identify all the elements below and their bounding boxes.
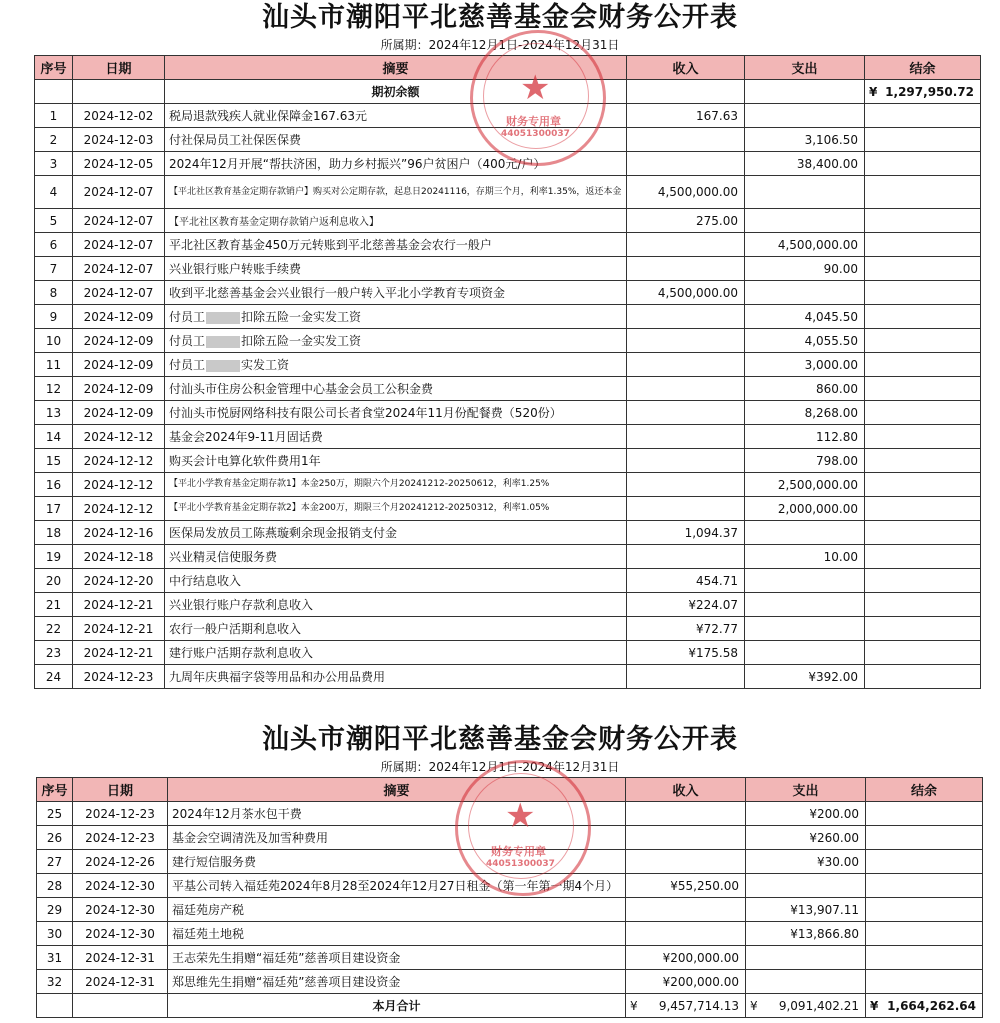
opening-label: 期初余额 bbox=[165, 80, 627, 104]
row-description: 基金会2024年9-11月固话费 bbox=[165, 425, 627, 449]
table-row bbox=[35, 281, 981, 305]
page-title-1: 汕头市潮阳平北慈善基金会财务公开表 bbox=[262, 2, 738, 33]
row-number: 5 bbox=[35, 209, 73, 233]
row-expense: ¥13,866.80 bbox=[746, 922, 866, 946]
row-description: 平基公司转入福廷苑2024年8月28至2024年12月27日租金（第一年第一期4个月） bbox=[168, 874, 626, 898]
row-income bbox=[627, 545, 745, 569]
row-date: 2024-12-31 bbox=[73, 946, 168, 970]
row-date: 2024-12-07 bbox=[73, 209, 165, 233]
table-row bbox=[37, 802, 983, 826]
row-balance bbox=[866, 826, 983, 850]
row-description: 福廷苑房产税 bbox=[168, 898, 626, 922]
row-number: 12 bbox=[35, 377, 73, 401]
row-date: 2024-12-26 bbox=[73, 850, 168, 874]
stamp-star-icon: ★ bbox=[520, 68, 551, 108]
row-description: 郑思维先生捐赠“福廷苑”慈善项目建设资金 bbox=[168, 970, 626, 994]
opening-balance-row bbox=[35, 80, 981, 104]
total-expense: ¥ 9,091,402.21 bbox=[746, 994, 866, 1018]
opening-balance: ¥ 1,297,950.72 bbox=[865, 80, 981, 104]
header-desc: 摘要 bbox=[165, 56, 627, 80]
row-balance bbox=[865, 104, 981, 128]
total-label: 本月合计 bbox=[168, 994, 626, 1018]
row-date: 2024-12-21 bbox=[73, 617, 165, 641]
row-balance bbox=[866, 850, 983, 874]
total-row bbox=[37, 994, 983, 1018]
row-balance bbox=[865, 641, 981, 665]
redacted-name bbox=[206, 360, 240, 372]
table-row bbox=[35, 377, 981, 401]
row-balance bbox=[865, 128, 981, 152]
row-income bbox=[627, 497, 745, 521]
table-row bbox=[35, 641, 981, 665]
row-expense bbox=[745, 593, 865, 617]
redacted-name bbox=[206, 336, 240, 348]
row-income bbox=[627, 128, 745, 152]
header-balance: 结余 bbox=[866, 778, 983, 802]
row-income: ¥200,000.00 bbox=[626, 946, 746, 970]
row-balance bbox=[866, 970, 983, 994]
row-expense: ¥260.00 bbox=[746, 826, 866, 850]
row-expense: 8,268.00 bbox=[745, 401, 865, 425]
row-balance bbox=[866, 898, 983, 922]
row-income bbox=[626, 898, 746, 922]
row-description: 九周年庆典福字袋等用品和办公用品费用 bbox=[165, 665, 627, 689]
row-description: 基金会空调清洗及加雪种费用 bbox=[168, 826, 626, 850]
row-number: 11 bbox=[35, 353, 73, 377]
row-date: 2024-12-09 bbox=[73, 401, 165, 425]
stamp-label: 财务专用章 bbox=[491, 845, 546, 858]
row-description: 平北社区教育基金450万元转账到平北慈善基金会农行一般户 bbox=[165, 233, 627, 257]
finance-table-1 bbox=[34, 55, 981, 689]
stamp-code: 44051300037 bbox=[501, 129, 570, 139]
row-date: 2024-12-09 bbox=[73, 329, 165, 353]
row-balance bbox=[866, 946, 983, 970]
row-balance bbox=[865, 593, 981, 617]
row-expense bbox=[745, 104, 865, 128]
table-row bbox=[35, 497, 981, 521]
redacted-name bbox=[206, 312, 240, 324]
row-balance bbox=[865, 152, 981, 176]
row-balance bbox=[865, 176, 981, 209]
row-number: 2 bbox=[35, 128, 73, 152]
header-expense: 支出 bbox=[746, 778, 866, 802]
row-balance bbox=[865, 233, 981, 257]
row-income: 4,500,000.00 bbox=[627, 176, 745, 209]
row-number: 27 bbox=[37, 850, 73, 874]
row-expense bbox=[745, 641, 865, 665]
row-expense bbox=[746, 946, 866, 970]
row-date: 2024-12-07 bbox=[73, 233, 165, 257]
table-row bbox=[35, 104, 981, 128]
table-row bbox=[35, 521, 981, 545]
header-expense: 支出 bbox=[745, 56, 865, 80]
row-description: 【平北社区教育基金定期存款销户】购买对公定期存款，起息日20241116，存期三个月，利率1.35%，返还本金 bbox=[165, 176, 627, 209]
row-income bbox=[627, 377, 745, 401]
row-number: 25 bbox=[37, 802, 73, 826]
row-date: 2024-12-18 bbox=[73, 545, 165, 569]
row-income bbox=[627, 425, 745, 449]
page-title-2: 汕头市潮阳平北慈善基金会财务公开表 bbox=[262, 724, 738, 755]
row-balance bbox=[866, 874, 983, 898]
row-date: 2024-12-21 bbox=[73, 593, 165, 617]
row-balance bbox=[865, 617, 981, 641]
row-description: 【平北社区教育基金定期存款销户返利息收入】 bbox=[165, 209, 627, 233]
row-description: 收到平北慈善基金会兴业银行一般户转入平北小学教育专项资金 bbox=[165, 281, 627, 305]
row-income bbox=[627, 665, 745, 689]
row-balance bbox=[865, 425, 981, 449]
table-row bbox=[35, 545, 981, 569]
row-number: 18 bbox=[35, 521, 73, 545]
row-income bbox=[627, 401, 745, 425]
row-balance bbox=[865, 329, 981, 353]
row-balance bbox=[866, 922, 983, 946]
table-row bbox=[35, 152, 981, 176]
row-expense bbox=[745, 281, 865, 305]
header-no: 序号 bbox=[35, 56, 73, 80]
table-row bbox=[35, 305, 981, 329]
row-number: 8 bbox=[35, 281, 73, 305]
row-date: 2024-12-07 bbox=[73, 176, 165, 209]
row-expense: 10.00 bbox=[745, 545, 865, 569]
row-expense: 112.80 bbox=[745, 425, 865, 449]
row-balance bbox=[865, 473, 981, 497]
row-date: 2024-12-09 bbox=[73, 353, 165, 377]
row-balance bbox=[865, 281, 981, 305]
row-income: 1,094.37 bbox=[627, 521, 745, 545]
table-row bbox=[37, 946, 983, 970]
row-number: 15 bbox=[35, 449, 73, 473]
row-date: 2024-12-16 bbox=[73, 521, 165, 545]
row-number: 7 bbox=[35, 257, 73, 281]
row-expense: 38,400.00 bbox=[745, 152, 865, 176]
row-income bbox=[627, 329, 745, 353]
row-description: 王志荣先生捐赠“福廷苑”慈善项目建设资金 bbox=[168, 946, 626, 970]
table-row bbox=[35, 473, 981, 497]
finance-table-2 bbox=[36, 777, 983, 1018]
row-expense bbox=[746, 970, 866, 994]
row-number: 16 bbox=[35, 473, 73, 497]
row-description: 付汕头市悦厨网络科技有限公司长者食堂2024年11月份配餐费（520份） bbox=[165, 401, 627, 425]
row-number: 21 bbox=[35, 593, 73, 617]
row-income: ¥72.77 bbox=[627, 617, 745, 641]
row-balance bbox=[865, 569, 981, 593]
table-row bbox=[35, 128, 981, 152]
row-description: 购买会计电算化软件费用1年 bbox=[165, 449, 627, 473]
table-row bbox=[35, 353, 981, 377]
row-date: 2024-12-12 bbox=[73, 449, 165, 473]
row-date: 2024-12-03 bbox=[73, 128, 165, 152]
row-income: 275.00 bbox=[627, 209, 745, 233]
table-row bbox=[35, 233, 981, 257]
row-balance bbox=[865, 377, 981, 401]
table-row bbox=[37, 922, 983, 946]
row-expense bbox=[745, 521, 865, 545]
table-row bbox=[35, 257, 981, 281]
row-expense: ¥13,907.11 bbox=[746, 898, 866, 922]
header-balance: 结余 bbox=[865, 56, 981, 80]
period-2: 所属期：2024年12月1日-2024年12月31日 bbox=[380, 760, 620, 774]
row-number: 13 bbox=[35, 401, 73, 425]
row-balance bbox=[865, 257, 981, 281]
row-balance bbox=[865, 449, 981, 473]
row-expense: ¥392.00 bbox=[745, 665, 865, 689]
row-expense: ¥200.00 bbox=[746, 802, 866, 826]
row-expense: 4,500,000.00 bbox=[745, 233, 865, 257]
row-expense: 3,000.00 bbox=[745, 353, 865, 377]
row-date: 2024-12-23 bbox=[73, 826, 168, 850]
total-balance: ¥ 1,664,262.64 bbox=[866, 994, 983, 1018]
row-balance bbox=[865, 209, 981, 233]
table-row bbox=[35, 329, 981, 353]
row-income bbox=[627, 233, 745, 257]
row-balance bbox=[866, 802, 983, 826]
row-description: 付员工 扣除五险一金实发工资 bbox=[165, 329, 627, 353]
table-row bbox=[37, 898, 983, 922]
row-date: 2024-12-12 bbox=[73, 497, 165, 521]
row-number: 29 bbox=[37, 898, 73, 922]
row-description: 2024年12月茶水包干费 bbox=[168, 802, 626, 826]
row-number: 9 bbox=[35, 305, 73, 329]
table-row bbox=[35, 209, 981, 233]
row-income bbox=[626, 826, 746, 850]
row-income: 4,500,000.00 bbox=[627, 281, 745, 305]
row-description: 付社保局员工社保医保费 bbox=[165, 128, 627, 152]
row-description: 付员工 实发工资 bbox=[165, 353, 627, 377]
row-date: 2024-12-12 bbox=[73, 425, 165, 449]
row-number: 10 bbox=[35, 329, 73, 353]
row-expense: 2,000,000.00 bbox=[745, 497, 865, 521]
row-income bbox=[627, 473, 745, 497]
row-income bbox=[626, 850, 746, 874]
row-description: 兴业银行账户转账手续费 bbox=[165, 257, 627, 281]
table-row bbox=[35, 425, 981, 449]
stamp-star-icon: ★ bbox=[505, 796, 536, 836]
row-income bbox=[627, 449, 745, 473]
row-income: 167.63 bbox=[627, 104, 745, 128]
row-date: 2024-12-09 bbox=[73, 305, 165, 329]
row-description: 兴业精灵信使服务费 bbox=[165, 545, 627, 569]
table-row bbox=[37, 850, 983, 874]
table-row bbox=[35, 449, 981, 473]
row-income: ¥55,250.00 bbox=[626, 874, 746, 898]
row-income: ¥224.07 bbox=[627, 593, 745, 617]
table-row bbox=[35, 617, 981, 641]
row-description: 福廷苑土地税 bbox=[168, 922, 626, 946]
row-number: 4 bbox=[35, 176, 73, 209]
row-balance bbox=[865, 545, 981, 569]
row-expense: 860.00 bbox=[745, 377, 865, 401]
row-date: 2024-12-12 bbox=[73, 473, 165, 497]
row-balance bbox=[865, 521, 981, 545]
row-income bbox=[627, 305, 745, 329]
header-date: 日期 bbox=[73, 56, 165, 80]
row-number: 32 bbox=[37, 970, 73, 994]
row-income bbox=[626, 922, 746, 946]
row-expense: 4,045.50 bbox=[745, 305, 865, 329]
table-row bbox=[35, 176, 981, 209]
row-expense bbox=[745, 617, 865, 641]
row-income: ¥200,000.00 bbox=[626, 970, 746, 994]
row-number: 3 bbox=[35, 152, 73, 176]
row-description: 医保局发放员工陈燕璇剩余现金报销支付金 bbox=[165, 521, 627, 545]
row-date: 2024-12-30 bbox=[73, 874, 168, 898]
table-row bbox=[35, 665, 981, 689]
row-description: 兴业银行账户存款利息收入 bbox=[165, 593, 627, 617]
row-date: 2024-12-30 bbox=[73, 922, 168, 946]
row-number: 23 bbox=[35, 641, 73, 665]
row-number: 28 bbox=[37, 874, 73, 898]
row-description: 农行一般户活期利息收入 bbox=[165, 617, 627, 641]
row-balance bbox=[865, 665, 981, 689]
row-balance bbox=[865, 305, 981, 329]
row-expense bbox=[746, 874, 866, 898]
stamp-label: 财务专用章 bbox=[506, 115, 561, 128]
row-number: 26 bbox=[37, 826, 73, 850]
row-expense: 3,106.50 bbox=[745, 128, 865, 152]
row-description: 建行账户活期存款利息收入 bbox=[165, 641, 627, 665]
row-expense bbox=[745, 569, 865, 593]
row-balance bbox=[865, 497, 981, 521]
table-row bbox=[35, 401, 981, 425]
row-number: 14 bbox=[35, 425, 73, 449]
row-date: 2024-12-31 bbox=[73, 970, 168, 994]
row-date: 2024-12-21 bbox=[73, 641, 165, 665]
row-number: 31 bbox=[37, 946, 73, 970]
row-income: ¥175.58 bbox=[627, 641, 745, 665]
row-number: 20 bbox=[35, 569, 73, 593]
header-income: 收入 bbox=[626, 778, 746, 802]
row-description: 中行结息收入 bbox=[165, 569, 627, 593]
row-number: 30 bbox=[37, 922, 73, 946]
row-number: 17 bbox=[35, 497, 73, 521]
table-row bbox=[37, 970, 983, 994]
row-number: 19 bbox=[35, 545, 73, 569]
row-expense bbox=[745, 209, 865, 233]
row-number: 22 bbox=[35, 617, 73, 641]
row-income bbox=[626, 802, 746, 826]
row-date: 2024-12-23 bbox=[73, 665, 165, 689]
row-income bbox=[627, 257, 745, 281]
header-no: 序号 bbox=[37, 778, 73, 802]
row-expense: ¥30.00 bbox=[746, 850, 866, 874]
row-number: 1 bbox=[35, 104, 73, 128]
table-row bbox=[37, 826, 983, 850]
row-date: 2024-12-02 bbox=[73, 104, 165, 128]
header-income: 收入 bbox=[627, 56, 745, 80]
row-expense: 2,500,000.00 bbox=[745, 473, 865, 497]
row-date: 2024-12-07 bbox=[73, 257, 165, 281]
row-date: 2024-12-20 bbox=[73, 569, 165, 593]
row-balance bbox=[865, 401, 981, 425]
row-description: 付汕头市住房公积金管理中心基金会员工公积金费 bbox=[165, 377, 627, 401]
row-description: 付员工 扣除五险一金实发工资 bbox=[165, 305, 627, 329]
row-date: 2024-12-23 bbox=[73, 802, 168, 826]
table-row bbox=[35, 593, 981, 617]
header-date: 日期 bbox=[73, 778, 168, 802]
row-description: 税局退款残疾人就业保障金167.63元 bbox=[165, 104, 627, 128]
row-description: 【平北小学教育基金定期存款1】本金250万，期限六个月20241212-20250612，利率1.25% bbox=[165, 473, 627, 497]
table-row bbox=[37, 874, 983, 898]
stamp-code: 44051300037 bbox=[486, 859, 555, 869]
row-income bbox=[627, 353, 745, 377]
row-expense: 798.00 bbox=[745, 449, 865, 473]
row-description: 建行短信服务费 bbox=[168, 850, 626, 874]
row-income bbox=[627, 152, 745, 176]
period-1: 所属期：2024年12月1日-2024年12月31日 bbox=[380, 38, 620, 52]
row-date: 2024-12-07 bbox=[73, 281, 165, 305]
header-desc: 摘要 bbox=[168, 778, 626, 802]
row-expense: 90.00 bbox=[745, 257, 865, 281]
row-number: 6 bbox=[35, 233, 73, 257]
table-row bbox=[35, 569, 981, 593]
row-date: 2024-12-30 bbox=[73, 898, 168, 922]
total-income: ¥ 9,457,714.13 bbox=[626, 994, 746, 1018]
row-date: 2024-12-09 bbox=[73, 377, 165, 401]
row-number: 24 bbox=[35, 665, 73, 689]
row-date: 2024-12-05 bbox=[73, 152, 165, 176]
row-description: 2024年12月开展“帮扶济困，助力乡村振兴”96户贫困户（400元/户） bbox=[165, 152, 627, 176]
row-description: 【平北小学教育基金定期存款2】本金200万，期限三个月20241212-20250312，利率1.05% bbox=[165, 497, 627, 521]
row-expense bbox=[745, 176, 865, 209]
row-income: 454.71 bbox=[627, 569, 745, 593]
row-expense: 4,055.50 bbox=[745, 329, 865, 353]
row-balance bbox=[865, 353, 981, 377]
